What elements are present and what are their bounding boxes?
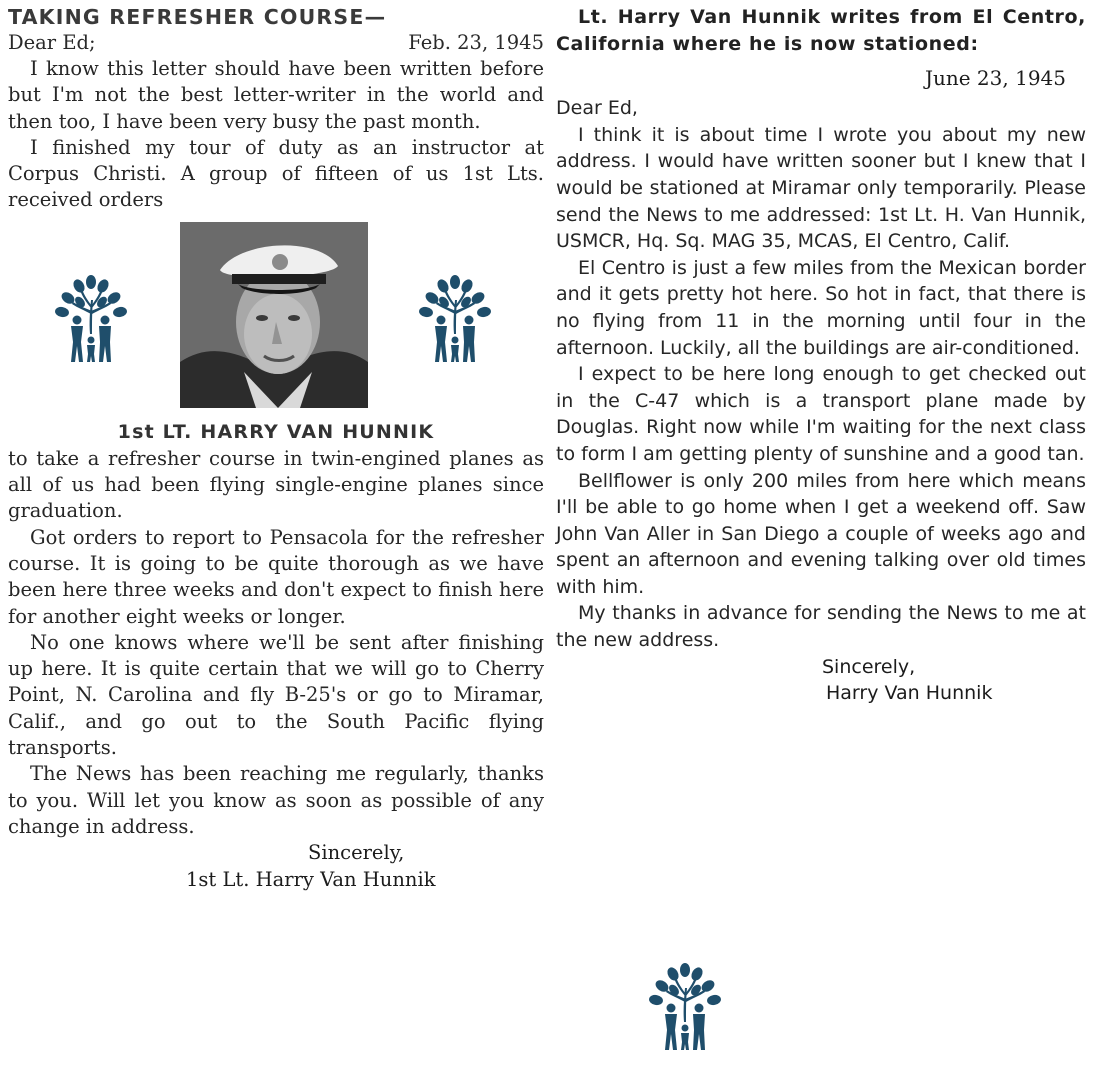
left-paragraph-2: I finished my tour of duty as an instructor at Corpus Christi. A group of fifteen of us 1st Lts. received orders xyxy=(8,135,544,212)
left-paragraph-4: Got orders to report to Pensacola for the refresher course. It is going to be quite thorough as we have been here three weeks and don't expect to finish here for another eight weeks or longer. xyxy=(8,525,544,628)
family-tree-icon xyxy=(50,274,130,364)
left-paragraph-1: I know this letter should have been written before but I'm not the best letter-writer in the world and then too, I have been very busy the past month. xyxy=(8,57,544,133)
photo-caption: 1st LT. HARRY VAN HUNNIK xyxy=(117,420,435,443)
right-paragraph-3: I expect to be here long enough to get checked out in the C-47 which is a transport plane made by Douglas. Right now while I'm waiting for the next class to form I am getting plenty of sunshine and a good tan. xyxy=(556,363,1086,465)
left-headline: TAKING REFRESHER COURSE— xyxy=(8,5,387,29)
left-salutation: Dear Ed; xyxy=(8,31,96,54)
family-tree-icon xyxy=(414,274,494,364)
photo-row xyxy=(8,222,544,412)
portrait-illustration xyxy=(180,222,368,408)
left-paragraph-3: to take a refresher course in twin-engined planes as all of us had been flying single-engine planes since graduation. xyxy=(8,446,544,523)
right-paragraph-4: Bellflower is only 200 miles from here which means I'll be able to go home when I get a weekend off. Saw John Van Aller in San Diego a couple of weeks ago and spent an afternoon and evening talking over old times with him. xyxy=(556,469,1086,598)
left-closing: Sincerely, xyxy=(308,841,405,865)
right-paragraph-1: I think it is about time I wrote you about my new address. I would have written sooner but I knew that I would be stationed at Miramar only temporarily. Please send the News to me addressed: 1st Lt. H. Van Hunnik, USMCR, Hq. Sq. MAG 35, MCAS, El Centro, Calif. xyxy=(556,123,1086,253)
right-closing: Sincerely, xyxy=(822,655,916,678)
right-intro: Lt. Harry Van Hunnik writes from El Centro, California where he is now stationed: xyxy=(556,6,1086,55)
right-signature: Harry Van Hunnik xyxy=(826,681,993,704)
left-column xyxy=(8,0,544,893)
family-tree-icon xyxy=(644,962,724,1052)
right-paragraph-2: El Centro is just a few miles from the Mexican border and it gets pretty hot here. So hot in fact, that there is no flying from 11 in the morning until four in the afternoon. Luckily, all the buildings are air-conditioned. xyxy=(556,256,1086,359)
right-salutation: Dear Ed, xyxy=(556,97,638,120)
left-paragraph-6: The News has been reaching me regularly, thanks to you. Will let you know as soon as possible of any change in address. xyxy=(8,762,544,838)
left-dateline xyxy=(8,30,544,56)
right-column xyxy=(556,0,1086,706)
right-date: June 23, 1945 xyxy=(924,66,1066,91)
left-signature: 1st Lt. Harry Van Hunnik xyxy=(186,867,436,891)
left-paragraph-5: No one knows where we'll be sent after finishing up here. It is quite certain that we will go to Cherry Point, N. Carolina and fly B-25's or go to Miramar, Calif., and go out to the South Pacific flying transports. xyxy=(8,630,544,760)
left-date: Feb. 23, 1945 xyxy=(408,31,544,54)
portrait-photo xyxy=(180,222,368,408)
right-paragraph-5: My thanks in advance for sending the News to me at the new address. xyxy=(556,602,1086,652)
